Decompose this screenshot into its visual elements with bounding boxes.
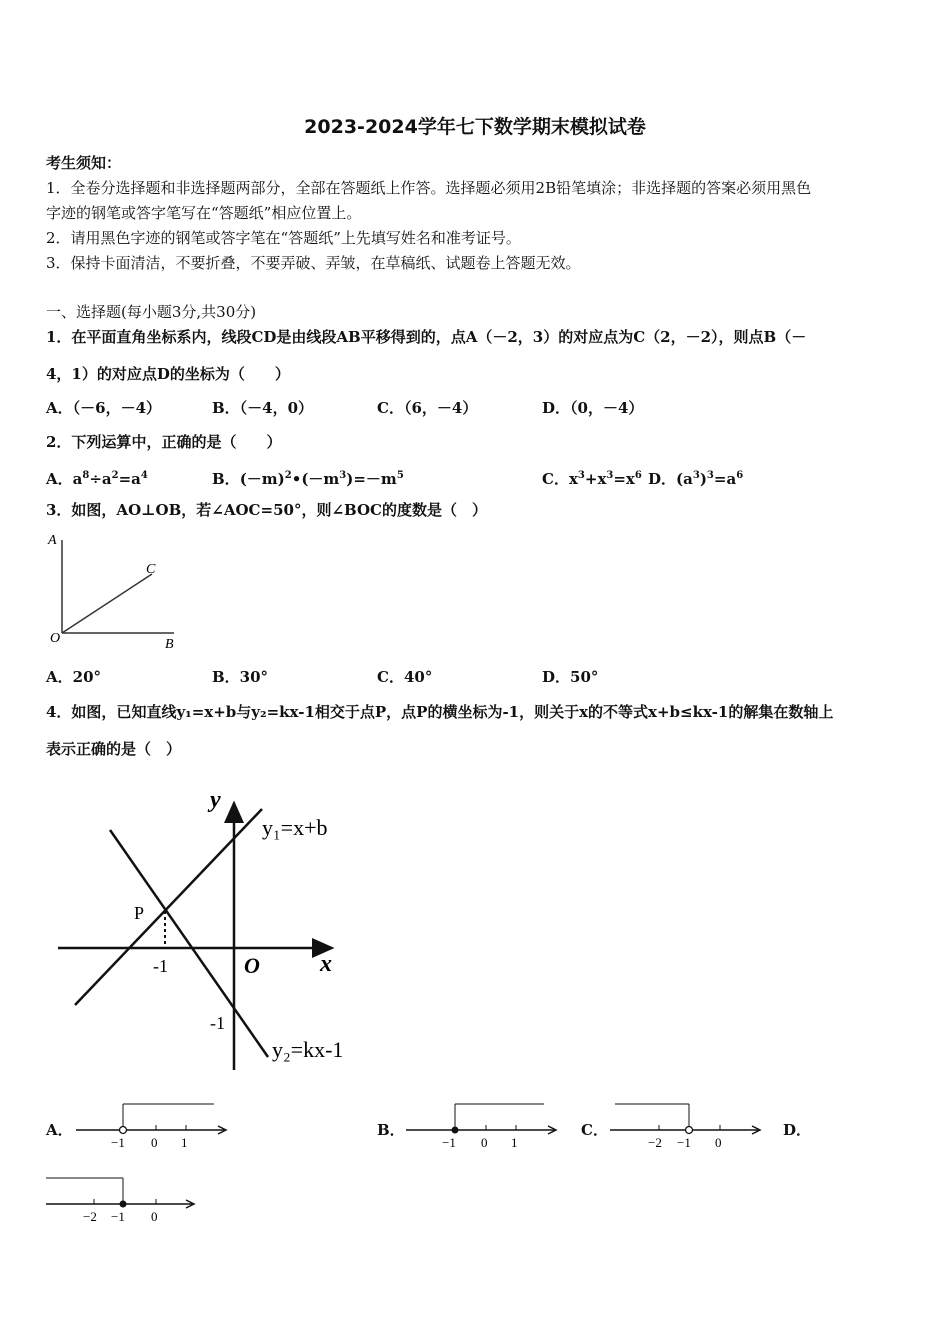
notice-item: 字迹的钢笔或答字笔写在“答题纸”相应位置上。 (46, 204, 362, 222)
tick-label: 0 (715, 1135, 722, 1150)
tick-label: −1 (677, 1135, 691, 1150)
q1-option-a: A．（－6，－4） (46, 399, 162, 417)
ray-oc (62, 574, 152, 633)
q1-option-c: C．（6，－4） (377, 399, 478, 417)
x-axis-label: x (320, 951, 332, 977)
tick-label: −2 (648, 1135, 662, 1150)
q2-option-d: D．$(a^3)^3=a^6$ (648, 470, 744, 488)
point-p-label: P (134, 903, 145, 923)
q3-option-a: A．20° (46, 668, 102, 686)
question-3-stem: 3．如图，AO⊥OB，若∠AOC=50°，则∠BOC的度数是（ ） (46, 501, 487, 519)
x-tick-label: -1 (153, 956, 168, 976)
closed-point (120, 1201, 127, 1208)
q3-option-b: B．30° (212, 668, 269, 686)
q3-option-c: C．40° (377, 668, 433, 686)
q4-option-c-label: C． (581, 1121, 608, 1139)
tick-label: −1 (111, 1135, 125, 1150)
tick-label: −1 (111, 1209, 125, 1224)
q4-graph (50, 785, 370, 1075)
closed-point (452, 1127, 459, 1134)
label-b: B (165, 637, 174, 652)
question-4-stem-cont: 表示正确的是（ ） (46, 740, 182, 758)
tick-label: 0 (151, 1135, 158, 1150)
q4-option-a-numberline (76, 1100, 236, 1150)
question-2-stem: 2．下列运算中，正确的是（ ） (46, 433, 282, 451)
q3-option-d: D．50° (542, 668, 599, 686)
tick-label: 1 (181, 1135, 188, 1150)
line-y1-label: y₁=x+b (262, 815, 328, 840)
question-4-stem: 4．如图，已知直线y₁=x+b与y₂=kx-1相交于点P，点P的横坐标为-1，则关于x的不等式x+b≤kx-1的解集在数轴上 (46, 703, 834, 721)
notice-item: 1．全卷分选择题和非选择题两部分，全部在答题纸上作答。选择题必须用2B铅笔填涂；非选择题的答案必须用黑色 (46, 179, 812, 197)
open-point (120, 1127, 127, 1134)
q4-option-d-label: D． (783, 1121, 812, 1139)
page-title: 2023-2024学年七下数学期末模拟试卷 (304, 116, 646, 138)
q3-angle-figure (40, 530, 190, 655)
label-a: A (48, 533, 57, 548)
q2-option-c: C．$x^3+x^3=x^6$ (542, 470, 642, 488)
section-heading: 一、选择题(每小题3分,共30分) (46, 303, 257, 321)
question-1-stem-cont: 4，1）的对应点D的坐标为（ ） (46, 365, 290, 383)
q4-option-c-numberline (610, 1100, 770, 1150)
q4-option-b-label: B． (377, 1121, 405, 1139)
origin-label: O (244, 953, 260, 978)
tick-label: 1 (511, 1135, 518, 1150)
y-axis-label: y (210, 787, 221, 813)
y-tick-label: -1 (210, 1013, 225, 1033)
q4-option-d-numberline (44, 1174, 204, 1224)
notice-heading: 考生须知： (46, 154, 122, 172)
tick-label: 0 (481, 1135, 488, 1150)
q4-option-b-numberline (406, 1100, 566, 1150)
q1-option-b: B．（－4，0） (212, 399, 314, 417)
notice-item: 3．保持卡面清洁，不要折叠，不要弄破、弄皱，在草稿纸、试题卷上答题无效。 (46, 254, 581, 272)
tick-label: −2 (83, 1209, 97, 1224)
q2-option-b: B．$(-m)^2•(-m^3)=-m^5$ (212, 470, 404, 488)
q4-option-a-label: A． (46, 1121, 73, 1139)
q2-option-a: A．$a^8\div a^2=a^4$ (46, 470, 148, 488)
label-c: C (146, 562, 156, 577)
tick-label: 0 (151, 1209, 158, 1224)
question-1-stem: 1．在平面直角坐标系内，线段CD是由线段AB平移得到的，点A（－2，3）的对应点为C（2，－2），则点B（－ (46, 328, 807, 346)
notice-item: 2．请用黑色字迹的钢笔或答字笔在“答题纸”上先填写姓名和准考证号。 (46, 229, 521, 247)
open-point (686, 1127, 693, 1134)
q1-option-d: D．（0，－4） (542, 399, 644, 417)
label-o: O (50, 631, 61, 646)
tick-label: −1 (442, 1135, 456, 1150)
line-y2-label: y₂=kx-1 (272, 1037, 344, 1062)
